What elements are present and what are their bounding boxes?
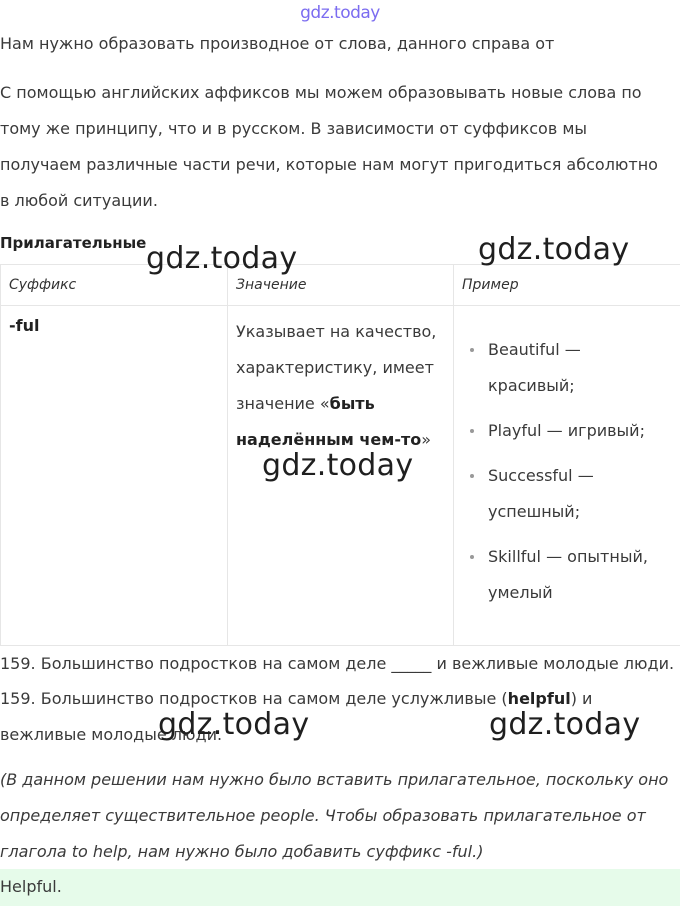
answer-bar [0, 869, 680, 906]
example-cell [454, 306, 680, 646]
example-list [462, 332, 672, 611]
exercise-line: 159. Большинство подростков на самом деле _____ и вежливые молодые люди. [0, 654, 675, 673]
list-item: Successful — успешный; [488, 458, 672, 530]
suffix-cell: -ful [1, 306, 228, 646]
watermark: gdz.today [478, 232, 630, 267]
solution-bold: helpful [507, 689, 571, 708]
list-item: Beautiful — красивый; [488, 332, 672, 404]
site-logo[interactable]: gdz.today [300, 3, 380, 23]
explanation-paragraph: (В данном решении нам нужно было вставить прилагательное, поскольку оно определяет существительное people. Чтобы образовать прилагательное от глагола to help, нам нужно было добавить суффикс -ful.) [0, 770, 669, 861]
watermark: gdz.today [262, 448, 414, 483]
header-suffix: Суффикс [1, 265, 228, 306]
meaning-suffix: » [421, 430, 432, 449]
meaning-prefix: Указывает на качество, характеристику, имеет значение « [236, 322, 437, 413]
watermark: gdz.today [489, 707, 641, 742]
intro-paragraph: С помощью английских аффиксов мы можем образовывать новые слова по тому же принципу, что и в русском. В зависимости от суффиксов мы получаем различные части речи, которые нам могут пригодиться абсолютно в любой ситуации. [0, 83, 658, 210]
answer-text: Helpful. [0, 877, 62, 896]
task-line: Нам нужно образовать производное от слова, данного справа от [0, 34, 555, 53]
table-header-row [1, 265, 680, 306]
meaning-bold: быть наделённым чем-то [236, 394, 422, 449]
watermark: gdz.today [146, 241, 298, 276]
table-heading: Прилагательные [0, 234, 147, 252]
header-meaning: Значение [228, 265, 454, 306]
list-item: Playful — игривый; [488, 413, 672, 449]
header-example: Пример [454, 265, 680, 306]
solution-after: ) и вежливые молодые люди. [0, 689, 593, 744]
list-item: Skillful — опытный, умелый [488, 539, 672, 611]
solution-before: 159. Большинство подростков на самом деле услужливые ( [0, 689, 508, 708]
watermark: gdz.today [158, 707, 310, 742]
